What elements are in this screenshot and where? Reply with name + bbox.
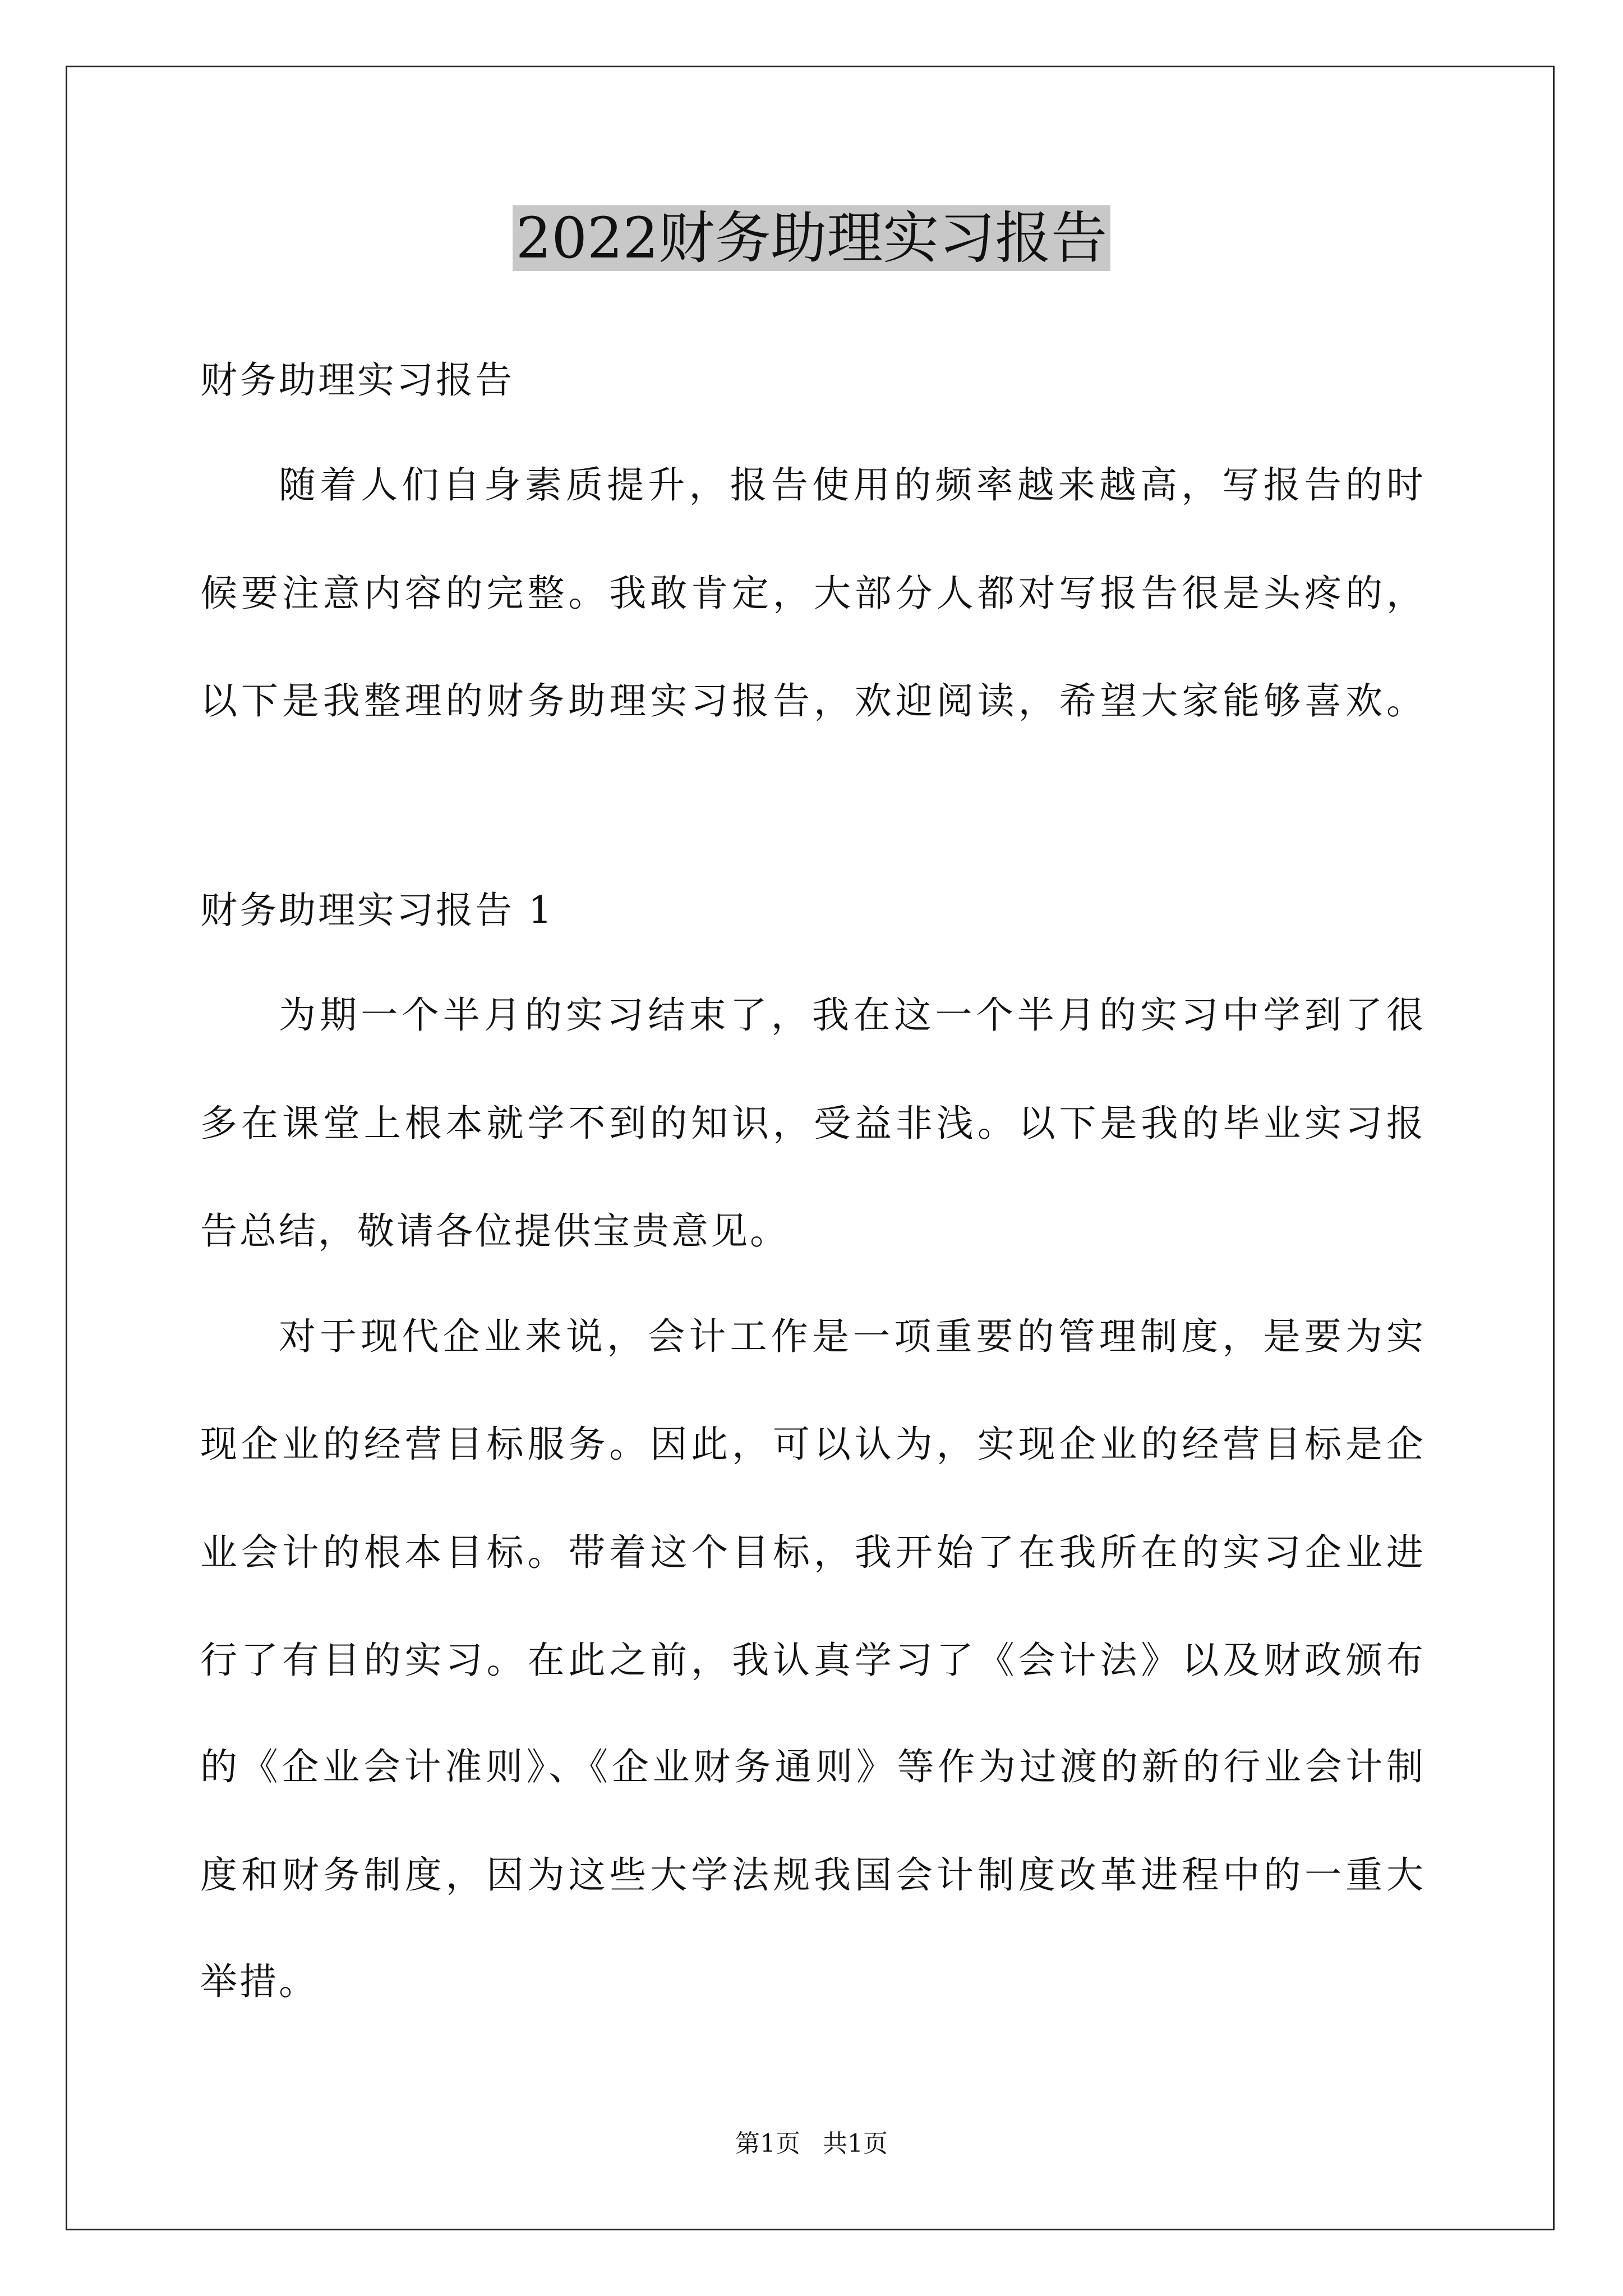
paragraph-line: 告总结，敬请各位提供宝贵意见。 xyxy=(200,1209,789,1253)
paragraph-line: 对于现代企业来说，会计工作是一项重要的管理制度，是要为实 xyxy=(279,1315,1426,1358)
page-number: 第1页 xyxy=(735,2129,800,2158)
paragraph-line: 业会计的根本目标。带着这个目标，我开始了在我所在的实习企业进 xyxy=(200,1531,1426,1574)
section-heading: 财务助理实习报告 1 xyxy=(200,889,554,932)
paragraph-line: 的《企业会计准则》、《企业财务通则》等作为过渡的新的行业会计制 xyxy=(200,1745,1426,1788)
page-total: 共1页 xyxy=(823,2129,888,2158)
intro-line: 随着人们自身素质提升，报告使用的频率越来越高，写报告的时 xyxy=(279,463,1426,507)
paragraph-line: 行了有目的实习。在此之前，我认真学习了《会计法》以及财政颁布 xyxy=(200,1639,1426,1682)
paragraph-line: 现企业的经营目标服务。因此，可以认为，实现企业的经营目标是企 xyxy=(200,1423,1426,1466)
paragraph-line: 为期一个半月的实习结束了，我在这一个半月的实习中学到了很 xyxy=(279,993,1426,1037)
paragraph-line: 度和财务制度，因为这些大学法规我国会计制度改革进程中的一重大 xyxy=(200,1853,1426,1897)
page-footer xyxy=(0,2127,1623,2161)
document-title: 2022财务助理实习报告 xyxy=(0,199,1623,278)
subtitle: 财务助理实习报告 xyxy=(200,358,514,402)
paragraph-line: 举措。 xyxy=(200,1960,318,2003)
intro-line: 候要注意内容的完整。我敢肯定，大部分人都对写报告很是头疼的， xyxy=(200,572,1426,615)
paragraph-line: 多在课堂上根本就学不到的知识，受益非浅。以下是我的毕业实习报 xyxy=(200,1102,1426,1145)
intro-line: 以下是我整理的财务助理实习报告，欢迎阅读，希望大家能够喜欢。 xyxy=(200,679,1426,723)
